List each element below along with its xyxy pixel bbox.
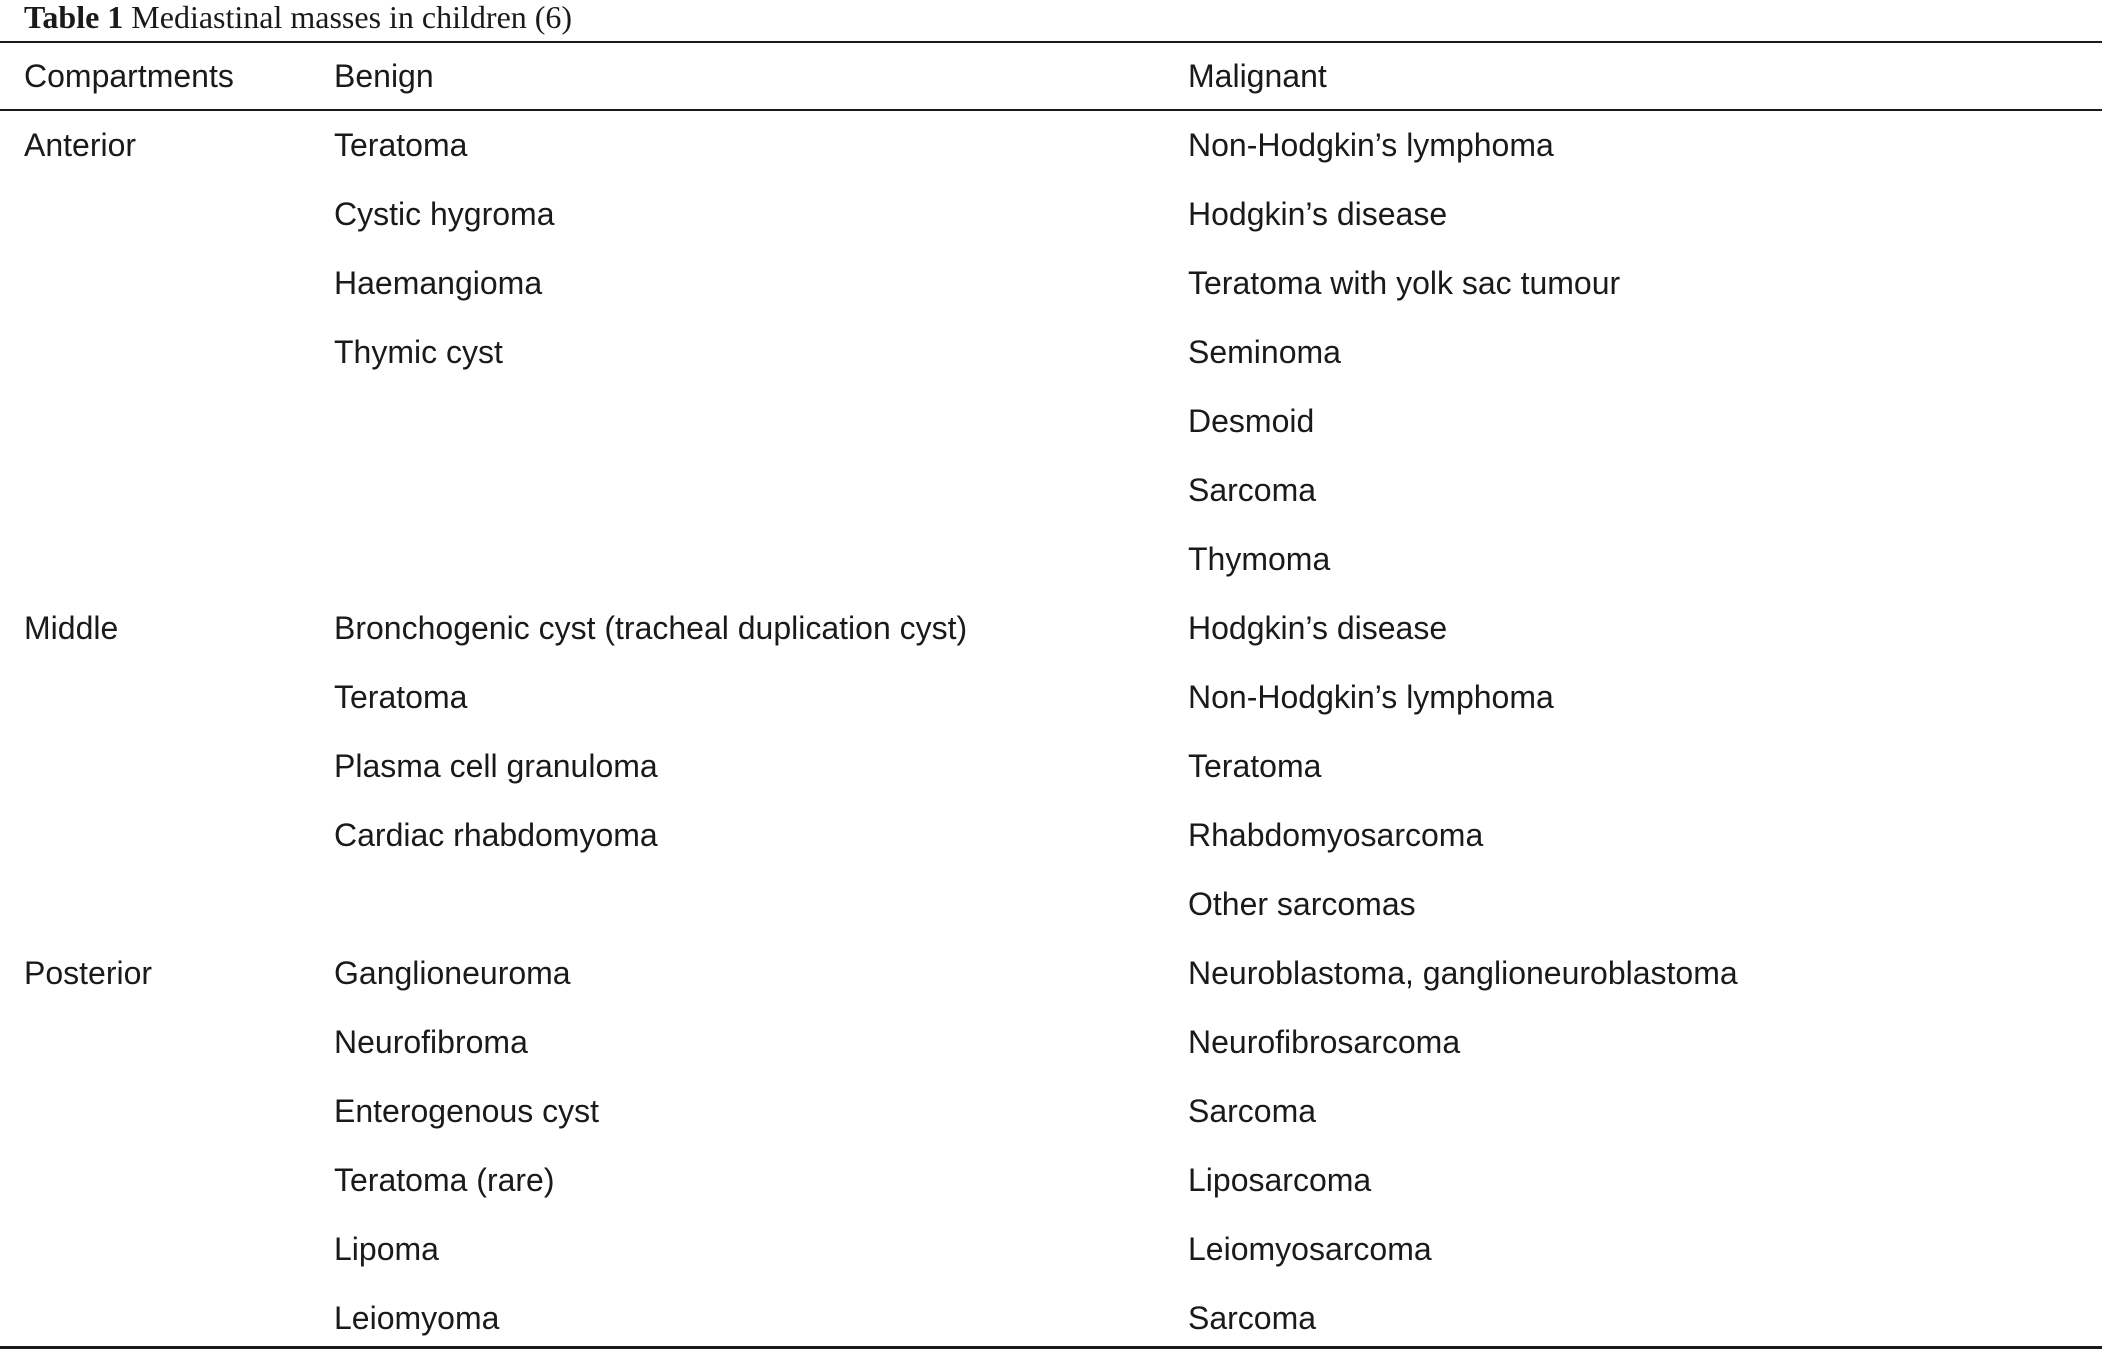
benign-cell: Teratoma bbox=[334, 679, 468, 715]
malignant-cell: Teratoma with yolk sac tumour bbox=[1188, 265, 1621, 301]
benign-cell: Enterogenous cyst bbox=[334, 1093, 600, 1129]
table-caption-text: Mediastinal masses in children (6) bbox=[131, 0, 573, 35]
benign-cell: Haemangioma bbox=[334, 265, 543, 301]
table-row bbox=[0, 456, 2102, 525]
column-header-malignant: Malignant bbox=[1188, 58, 1327, 94]
table-row bbox=[0, 594, 2102, 663]
malignant-cell: Seminoma bbox=[1188, 334, 1341, 370]
benign-cell: Ganglioneuroma bbox=[334, 955, 571, 991]
table-row bbox=[0, 318, 2102, 387]
table-row bbox=[0, 732, 2102, 801]
benign-cell: Neurofibroma bbox=[334, 1024, 528, 1060]
table-row bbox=[0, 801, 2102, 870]
malignant-cell: Neurofibrosarcoma bbox=[1188, 1024, 1461, 1060]
malignant-cell: Sarcoma bbox=[1188, 472, 1317, 508]
malignant-cell: Leiomyosarcoma bbox=[1188, 1231, 1432, 1267]
table-bottom-rule bbox=[0, 1346, 2102, 1349]
column-header-benign: Benign bbox=[334, 58, 434, 94]
compartment-cell: Posterior bbox=[24, 955, 153, 991]
benign-cell: Cystic hygroma bbox=[334, 196, 555, 232]
benign-cell: Plasma cell granuloma bbox=[334, 748, 658, 784]
benign-cell: Lipoma bbox=[334, 1231, 439, 1267]
table-row bbox=[0, 1077, 2102, 1146]
table-row bbox=[0, 1146, 2102, 1215]
benign-cell: Thymic cyst bbox=[334, 334, 503, 370]
benign-cell: Leiomyoma bbox=[334, 1300, 500, 1336]
table-row bbox=[0, 180, 2102, 249]
malignant-cell: Non-Hodgkin’s lymphoma bbox=[1188, 127, 1554, 163]
benign-cell: Teratoma bbox=[334, 127, 468, 163]
compartment-cell: Middle bbox=[24, 610, 119, 646]
malignant-cell: Liposarcoma bbox=[1188, 1162, 1372, 1198]
table-row bbox=[0, 525, 2102, 594]
compartment-cell: Anterior bbox=[24, 127, 137, 163]
table-row bbox=[0, 1284, 2102, 1353]
table-row bbox=[0, 111, 2102, 180]
table-caption-label: Table 1 bbox=[24, 0, 124, 35]
column-header-compartments: Compartments bbox=[24, 58, 234, 94]
table-caption bbox=[24, 0, 572, 40]
malignant-cell: Hodgkin’s disease bbox=[1188, 196, 1448, 232]
malignant-cell: Desmoid bbox=[1188, 403, 1315, 439]
benign-cell: Cardiac rhabdomyoma bbox=[334, 817, 658, 853]
malignant-cell: Teratoma bbox=[1188, 748, 1322, 784]
table-header-row bbox=[0, 42, 2102, 111]
table-row bbox=[0, 663, 2102, 732]
malignant-cell: Sarcoma bbox=[1188, 1093, 1317, 1129]
malignant-cell: Thymoma bbox=[1188, 541, 1331, 577]
malignant-cell: Sarcoma bbox=[1188, 1300, 1317, 1336]
table-row bbox=[0, 870, 2102, 939]
malignant-cell: Rhabdomyosarcoma bbox=[1188, 817, 1484, 853]
malignant-cell: Neuroblastoma, ganglioneuroblastoma bbox=[1188, 955, 1738, 991]
table-row bbox=[0, 1008, 2102, 1077]
table-row bbox=[0, 249, 2102, 318]
malignant-cell: Hodgkin’s disease bbox=[1188, 610, 1448, 646]
table-row bbox=[0, 939, 2102, 1008]
benign-cell: Bronchogenic cyst (tracheal duplication cyst) bbox=[334, 610, 968, 646]
table-row bbox=[0, 1215, 2102, 1284]
malignant-cell: Non-Hodgkin’s lymphoma bbox=[1188, 679, 1554, 715]
benign-cell: Teratoma (rare) bbox=[334, 1162, 555, 1198]
table-row bbox=[0, 387, 2102, 456]
malignant-cell: Other sarcomas bbox=[1188, 886, 1416, 922]
